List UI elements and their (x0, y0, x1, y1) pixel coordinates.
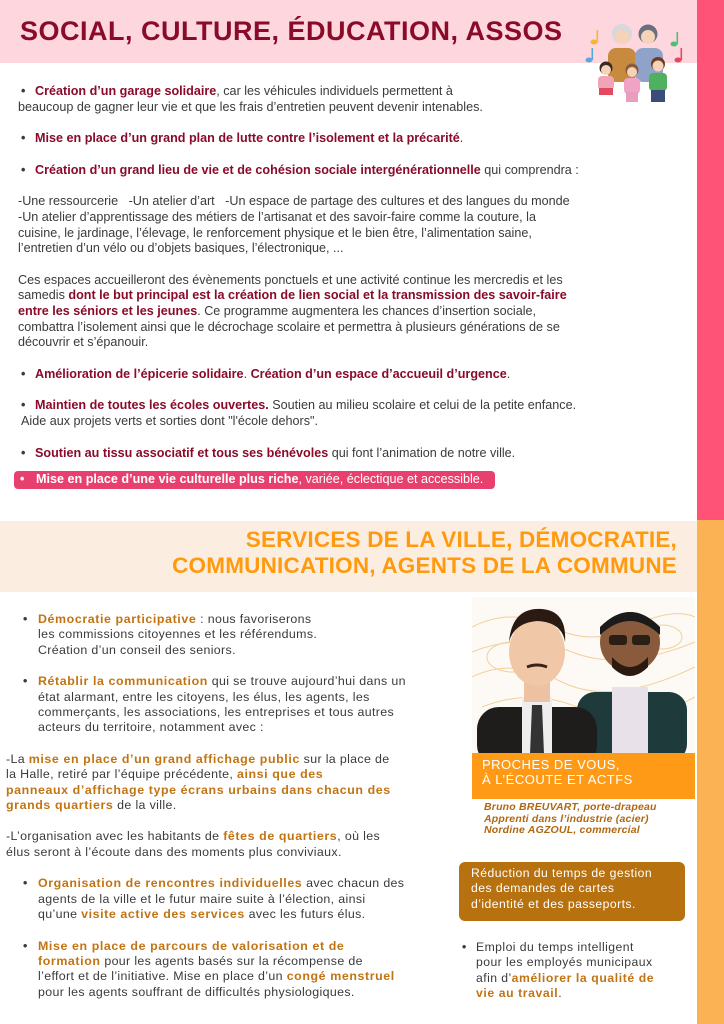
fetes-text: , où les (337, 829, 381, 844)
section2-header (0, 521, 697, 592)
espaces-line5: découvrir et s’épanouir. (18, 335, 149, 350)
item-garage-bold: Création d’un garage solidaire (35, 84, 217, 98)
item-culture (18, 471, 694, 489)
rencontres-bold: Organisation de rencontres individuelles (38, 876, 303, 891)
item-democratie-bold: Démocratie participative (38, 612, 197, 626)
fetes-bold: fêtes de quartiers (223, 829, 338, 844)
item-isolement (18, 131, 694, 147)
affichage-prefix: -La (6, 751, 29, 766)
item-communication-line4: acteurs du territoire, notamment avec : (38, 720, 264, 735)
item-communication (22, 674, 456, 736)
item-ecoles (18, 398, 694, 414)
item-isolement-text: . (459, 131, 464, 146)
parcours-text2: pour les agents basés sur la récompense de (100, 953, 363, 968)
section1-body (18, 84, 694, 489)
candidate-names (484, 802, 657, 837)
photo-caption (472, 753, 695, 799)
section2-left-column (6, 612, 456, 1000)
reduction-line2: des demandes de cartes (471, 881, 615, 896)
rencontres-line2: agents de la ville et le futur maire suite à l’élection, ainsi (38, 891, 366, 906)
item-assos-text: qui font l’animation de notre ville. (328, 445, 516, 460)
item-emploi-du-temps (462, 940, 692, 1002)
item-affichage (6, 752, 456, 814)
emploi-line4-text: . (558, 986, 563, 1001)
parcours-bold2: formation (38, 953, 101, 968)
reduction-temps-box (459, 862, 685, 921)
item-democratie-line3: Création d’un conseil des seniors. (38, 642, 236, 657)
item-garage-line2: beaucoup de gagner leur vie et que les frais d’entretien peuvent devenir intenables. (18, 99, 483, 114)
parcours-bold1: • Mise en place de parcours de valorisation et de (38, 938, 345, 953)
item-isolement-bold: Mise en place d’un grand plan de lutte contre l’isolement et la précarité (35, 131, 460, 146)
lieu-list-line3: cuisine, le jardinage, l’élevage, le renforcement physique et le bien être, l’alimentation saine, (18, 225, 532, 240)
affichage-line3-bold: panneaux d’affichage type écrans urbains dans chacun des (6, 782, 391, 797)
sidebar-stripe-orange (697, 520, 724, 1024)
emploi-line1: • Emploi du temps intelligent (476, 940, 634, 954)
lieu-list-line1: -Une ressourcerie -Un atelier d’art -Un espace de partage des cultures et des langues du monde (18, 194, 570, 209)
candidates-photo (472, 597, 695, 754)
section1-title: SOCIAL, CULTURE, ÉDUCATION, ASSOS (20, 16, 563, 46)
candidate-name-line1: Bruno BREUVART, porte-drapeau (484, 801, 657, 813)
item-epicerie (18, 367, 694, 383)
item-assos (18, 446, 694, 462)
fetes-prefix: -L’organisation avec les habitants de (6, 829, 224, 844)
affichage-line4-text: de la ville. (113, 798, 177, 813)
item-culture-text: , variée, éclectique et accessible. (298, 472, 484, 487)
affichage-line2-text: la Halle, retiré par l’équipe précédente, (6, 767, 237, 782)
emploi-line4-bold: vie au travail (476, 986, 559, 1001)
culture-highlight-box (14, 471, 495, 489)
espaces-line4: combattra l’isolement ainsi que le décrochage scolaire et permettra à plusieurs générations de se (18, 319, 560, 334)
espaces-line3 (18, 304, 694, 320)
affichage-line2-bold: ainsi que des (236, 767, 324, 782)
emploi-line3-text: afin d’ (476, 970, 512, 985)
item-rencontres (22, 876, 456, 922)
espaces-line1: Ces espaces accueilleront des évènements ponctuels et une activité continue les mercredis et les (18, 272, 563, 287)
item-epicerie-bold: Amélioration de l’épicerie solidaire (35, 366, 244, 381)
item-democratie (22, 612, 456, 658)
lieu-list-line4: l’entretien d’un vélo ou d’objets basiques, l’électronique, ... (18, 241, 344, 256)
espaces-line2-bold: dont le but principal est la création de lien social et la transmission des savoir-faire (68, 288, 567, 303)
reduction-line3: d’identité et des passeports. (471, 896, 636, 911)
fetes-line2: élus seront à l’écoute dans des moments plus conviviaux. (6, 844, 342, 859)
rencontres-line3-bold: visite active des services (81, 907, 245, 922)
rencontres-line3-prefix: qu’une (38, 907, 82, 922)
item-communication-line3: commerçants, les associations, les entreprises et tous autres (38, 705, 395, 720)
reduction-line1: Réduction du temps de gestion (471, 866, 653, 880)
item-ecoles-text: Soutien au milieu scolaire et celui de la petite enfance. (268, 398, 577, 413)
espaces-line3-bold: entre les séniors et les jeunes (18, 303, 198, 318)
espaces-line2 (18, 288, 694, 304)
photo-caption-line1: PROCHES DE VOUS, (482, 757, 621, 772)
parcours-line4: pour les agents souffrant de difficultés physiologiques. (38, 984, 355, 999)
item-lieu-text: qui comprendra : (480, 162, 579, 177)
espaces-line3-text: . Ce programme augmentera les chances d’insertion sociale, (197, 303, 537, 318)
item-fetes (6, 829, 456, 860)
affichage-bold: mise en place d’un grand affichage public (28, 751, 300, 766)
section2-title-line1: SERVICES DE LA VILLE, DÉMOCRATIE, (245, 527, 677, 552)
item-accueil-bold: Création d’un espace d’accueuil d’urgence (250, 366, 507, 381)
candidates-photo-illustration-icon (472, 597, 695, 754)
lieu-list-line2: -Un atelier d’apprentissage des métiers de l’artisanat et des savoir-faire comme la couture, la (18, 209, 536, 224)
item-culture-bold: Mise en place d’une vie culturelle plus riche (36, 472, 299, 487)
item-epicerie-sep: . (243, 366, 251, 381)
item-communication-text: qui se trouve aujourd’hui dans un (207, 674, 406, 689)
item-communication-line2: état alarmant, entre les citoyens, les élus, les agents, les (38, 689, 370, 704)
emploi-line2: pour les employés municipaux (476, 955, 653, 970)
item-ecoles-line2: Aide aux projets verts et sorties dont "l'école dehors". (21, 413, 318, 428)
item-ecoles-bold: Maintien de toutes les écoles ouvertes. (35, 398, 269, 413)
item-democratie-line2: les commissions citoyennes et les référendums. (38, 627, 318, 642)
photo-caption-line2: À L’ÉCOUTE ET ACTFS (482, 772, 633, 787)
emploi-line3-bold: améliorer la qualité de (511, 970, 655, 985)
affichage-text: sur la place de (299, 751, 390, 766)
sidebar-stripe-pink (697, 0, 724, 520)
rencontres-line3-text: avec les futurs élus. (244, 907, 366, 922)
parcours-line3-bold: congé menstruel (286, 969, 395, 984)
item-accueil-text: . (506, 366, 511, 381)
parcours-line3-text: l’effort et de l’initiative. Mise en place d’un (38, 969, 287, 984)
section2-title (172, 527, 677, 579)
espaces-line2-text: samedis (18, 288, 69, 303)
section2-title-line2: COMMUNICATION, AGENTS DE LA COMMUNE (172, 553, 677, 578)
item-parcours (22, 939, 456, 1001)
affichage-line4-bold: grands quartiers (6, 798, 114, 813)
candidate-name-line3: Nordine AGZOUL, commercial (484, 824, 640, 836)
item-assos-bold: Soutien au tissu associatif et tous ses bénévoles (35, 445, 329, 460)
item-communication-bold: Rétablir la communication (38, 674, 208, 689)
item-democratie-text: : nous favoriserons (196, 612, 312, 626)
item-lieu (18, 163, 694, 179)
item-lieu-bold: Création d’un grand lieu de vie et de cohésion sociale intergénérationnelle (35, 162, 481, 177)
candidate-name-line2: Apprenti dans l’industrie (acier) (484, 812, 649, 825)
item-garage-text: , car les véhicules individuels permettent à (216, 84, 453, 98)
rencontres-text: avec chacun des (302, 876, 405, 891)
item-garage (18, 84, 694, 100)
